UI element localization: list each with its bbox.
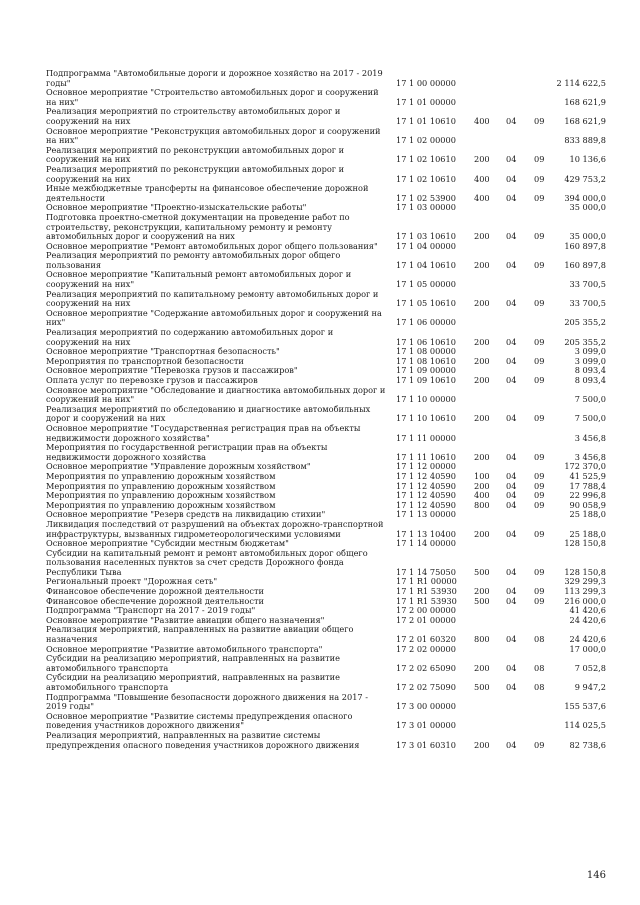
row-name: Мероприятия по транспортной безопасности <box>46 355 244 366</box>
budget-table <box>46 69 606 750</box>
row-cs-code: 17 1 09 00000 <box>396 365 456 376</box>
table-row <box>46 107 606 126</box>
row-amount: 82 738,6 <box>569 739 606 750</box>
row-rz-code: 04 <box>506 595 517 606</box>
row-vr-code: 400 <box>474 173 490 184</box>
row-vr-code: 200 <box>474 739 490 750</box>
row-amount: 35 000,0 <box>569 231 606 242</box>
row-name: Реализация мероприятий по капитальному ремонту автомобильных дорог и сооружений на них <box>46 288 379 309</box>
table-row <box>46 520 606 539</box>
row-cs-code: 17 1 04 10610 <box>396 259 456 270</box>
row-name: Основное мероприятие "Резерв средств на ликвидацию стихии" <box>46 509 326 520</box>
row-name: Региональный проект "Дорожная сеть" <box>46 576 218 587</box>
row-pr-code: 08 <box>534 682 545 692</box>
table-row <box>46 693 606 712</box>
row-vr-code: 200 <box>474 375 490 385</box>
row-vr-code: 200 <box>474 662 490 673</box>
table-row <box>46 127 606 146</box>
row-amount: 128 150,8 <box>564 538 606 549</box>
row-vr-code: 200 <box>474 451 490 462</box>
table-row <box>46 549 606 578</box>
row-name: Основное мероприятие "Управление дорожным хозяйством" <box>46 461 311 472</box>
row-name: Иные межбюджетные трансферты на финансовое обеспечение дорожной деятельности <box>46 183 369 203</box>
row-vr-code: 200 <box>474 480 490 491</box>
table-row <box>46 424 606 443</box>
row-pr-code: 09 <box>534 490 545 501</box>
row-name: Оплата услуг по перевозке грузов и пассажиров <box>46 375 258 385</box>
row-pr-code: 09 <box>534 499 545 510</box>
row-amount: 3 099,0 <box>574 346 606 357</box>
row-name: Основное мероприятие "Капитальный ремонт автомобильных дорог и сооружений на них" <box>46 269 352 290</box>
row-vr-code: 200 <box>474 154 490 165</box>
row-amount: 7 500,0 <box>574 394 606 405</box>
row-vr-code: 200 <box>474 298 490 309</box>
table-row <box>46 309 606 328</box>
row-pr-code: 09 <box>534 375 545 385</box>
row-vr-code: 200 <box>474 355 490 366</box>
row-cs-code: 17 1 06 10610 <box>396 336 456 347</box>
row-name: Основное мероприятие "Субсидии местным бюджетам" <box>46 538 289 549</box>
row-rz-code: 04 <box>506 115 517 126</box>
row-amount: 10 136,6 <box>569 154 606 165</box>
row-name: Субсидии на реализацию мероприятий, направленных на развитие автомобильного транспорта <box>46 653 340 673</box>
row-amount: 2 114 622,5 <box>556 77 606 88</box>
row-rz-code: 04 <box>506 375 517 385</box>
row-rz-code: 04 <box>506 451 517 462</box>
table-row <box>46 328 606 347</box>
row-rz-code: 04 <box>506 528 517 539</box>
row-cs-code: 17 1 05 00000 <box>396 279 456 290</box>
row-amount: 25 188,0 <box>569 509 606 520</box>
row-name: Мероприятия по управлению дорожным хозяйством <box>46 490 276 501</box>
row-amount: 41 525,9 <box>569 470 606 481</box>
row-name: Реализация мероприятий по реконструкции автомобильных дорог и сооружений на них <box>46 163 345 184</box>
row-pr-code: 09 <box>534 566 545 577</box>
row-name: Основное мероприятие "Перевозка грузов и пассажиров" <box>46 365 298 376</box>
page-number: 146 <box>586 870 606 881</box>
row-name: Реализация мероприятий по реконструкции автомобильных дорог и сооружений на них <box>46 144 345 165</box>
row-rz-code: 04 <box>506 336 517 347</box>
row-cs-code: 17 2 01 60320 <box>396 634 456 645</box>
row-amount: 90 058,9 <box>569 499 606 510</box>
row-name: Подпрограмма "Повышение безопасности дорожного движения на 2017 - 2019 годы" <box>46 691 368 712</box>
row-cs-code: 17 1 02 00000 <box>396 135 456 146</box>
row-amount: 7 052,8 <box>574 662 606 673</box>
row-name: Субсидии на реализацию мероприятий, направленных на развитие автомобильного транспорта <box>46 672 340 692</box>
row-vr-code: 200 <box>474 231 490 242</box>
row-cs-code: 17 1 13 00000 <box>396 509 456 520</box>
row-cs-code: 17 1 12 40590 <box>396 499 456 510</box>
table-row <box>46 88 606 107</box>
row-amount: 25 188,0 <box>569 528 606 539</box>
row-cs-code: 17 1 06 00000 <box>396 317 456 328</box>
row-amount: 3 099,0 <box>574 355 606 366</box>
row-cs-code: 17 3 01 00000 <box>396 720 456 731</box>
row-name: Субсидии на капитальный ремонт и ремонт автомобильных дорог общего пользования населенных пунктов за счет средств Дорожного фонда Республики Тыва <box>46 547 368 577</box>
row-amount: 7 500,0 <box>574 413 606 424</box>
row-rz-code: 04 <box>506 231 517 242</box>
row-rz-code: 04 <box>506 566 517 577</box>
row-amount: 3 456,8 <box>574 432 606 443</box>
table-row <box>46 270 606 289</box>
table-row <box>46 443 606 462</box>
row-amount: 22 996,8 <box>569 490 606 501</box>
row-name: Мероприятия по управлению дорожным хозяйством <box>46 480 276 491</box>
row-pr-code: 09 <box>534 480 545 491</box>
row-cs-code: 17 1 03 10610 <box>396 231 456 242</box>
row-name: Мероприятия по государственной регистрации прав на объекты недвижимости дорожного хозяйства <box>46 442 328 462</box>
table-row <box>46 290 606 309</box>
row-pr-code: 09 <box>534 298 545 309</box>
row-pr-code: 09 <box>534 355 545 366</box>
row-name: Финансовое обеспечение дорожной деятельности <box>46 595 264 606</box>
row-cs-code: 17 1 R1 53930 <box>396 595 457 606</box>
row-name: Подпрограмма "Автомобильные дороги и дорожное хозяйство на 2017 - 2019 годы" <box>46 68 383 88</box>
row-name: Реализация мероприятий по строительству автомобильных дорог и сооружений на них <box>46 106 341 126</box>
row-cs-code: 17 1 12 00000 <box>396 461 456 472</box>
table-row <box>46 625 606 644</box>
row-cs-code: 17 3 01 60310 <box>396 739 456 750</box>
row-amount: 33 700,5 <box>569 298 606 309</box>
row-cs-code: 17 1 05 10610 <box>396 298 456 309</box>
row-name: Реализация мероприятий по обследованию и диагностике автомобильных дорог и сооружений на них <box>46 403 371 424</box>
row-name: Основное мероприятие "Содержание автомобильных дорог и сооружений на них" <box>46 307 382 328</box>
row-amount: 41 420,6 <box>569 605 606 616</box>
row-cs-code: 17 1 03 00000 <box>396 202 456 213</box>
row-pr-code: 08 <box>534 634 545 645</box>
row-rz-code: 04 <box>506 298 517 309</box>
row-vr-code: 200 <box>474 259 490 270</box>
table-row <box>46 405 606 424</box>
row-pr-code: 09 <box>534 259 545 270</box>
row-rz-code: 04 <box>506 173 517 184</box>
row-vr-code: 200 <box>474 586 490 597</box>
row-name: Реализация мероприятий, направленных на развитие авиации общего назначения <box>46 624 354 645</box>
row-vr-code: 800 <box>474 634 490 645</box>
row-amount: 8 093,4 <box>574 375 606 385</box>
row-vr-code: 200 <box>474 336 490 347</box>
row-cs-code: 17 2 01 00000 <box>396 614 456 625</box>
row-name: Финансовое обеспечение дорожной деятельности <box>46 586 264 597</box>
row-pr-code: 09 <box>534 739 545 750</box>
row-cs-code: 17 1 14 75050 <box>396 566 456 577</box>
row-amount: 205 355,2 <box>564 336 606 347</box>
row-rz-code: 04 <box>506 682 517 692</box>
row-name: Основное мероприятие "Строительство автомобильных дорог и сооружений на них" <box>46 87 379 107</box>
row-rz-code: 04 <box>506 634 517 645</box>
row-amount: 17 788,4 <box>569 480 606 491</box>
row-cs-code: 17 1 14 00000 <box>396 538 456 549</box>
row-cs-code: 17 1 12 40590 <box>396 490 456 501</box>
row-amount: 168 621,9 <box>564 115 606 126</box>
row-vr-code: 500 <box>474 682 490 692</box>
row-cs-code: 17 1 08 10610 <box>396 355 456 366</box>
row-vr-code: 200 <box>474 528 490 539</box>
row-amount: 9 947,2 <box>574 682 606 692</box>
row-cs-code: 17 3 00 00000 <box>396 701 456 712</box>
row-pr-code: 09 <box>534 115 545 126</box>
row-vr-code: 800 <box>474 499 490 510</box>
row-name: Ликвидация последствий от разрушений на объектах дорожно-транспортной инфраструктуры, вызванных гидрометеорологическими условиями <box>46 518 384 539</box>
row-amount: 24 420,6 <box>569 634 606 645</box>
table-row <box>46 213 606 242</box>
row-amount: 24 420,6 <box>569 614 606 625</box>
row-cs-code: 17 1 13 10400 <box>396 528 456 539</box>
table-row <box>46 731 606 750</box>
row-pr-code: 09 <box>534 336 545 347</box>
table-row <box>46 146 606 165</box>
row-name: Основное мероприятие "Развитие системы предупреждения опасного поведения участников дорожного движения" <box>46 710 353 731</box>
row-pr-code: 09 <box>534 173 545 184</box>
row-amount: 216 000,0 <box>564 595 606 606</box>
row-vr-code: 500 <box>474 595 490 606</box>
table-row <box>46 69 606 88</box>
row-amount: 3 456,8 <box>574 451 606 462</box>
row-rz-code: 04 <box>506 499 517 510</box>
row-amount: 35 000,0 <box>569 202 606 213</box>
row-name: Подпрограмма "Транспорт на 2017 - 2019 годы" <box>46 605 256 616</box>
row-rz-code: 04 <box>506 480 517 491</box>
row-name: Мероприятия по управлению дорожным хозяйством <box>46 499 276 510</box>
table-row <box>46 165 606 184</box>
row-cs-code: 17 1 11 00000 <box>396 432 456 443</box>
row-amount: 128 150,8 <box>564 566 606 577</box>
row-name: Подготовка проектно-сметной документации на проведение работ по строительству, реконструкции, капитальному ремонту и ремонту автомобильных дорог и сооружений на них <box>46 211 350 242</box>
row-name: Мероприятия по управлению дорожным хозяйством <box>46 470 276 481</box>
row-rz-code: 04 <box>506 413 517 424</box>
row-name: Основное мероприятие "Обследование и диагностика автомобильных дорог и сооружений на них" <box>46 384 386 405</box>
row-amount: 160 897,8 <box>564 240 606 251</box>
row-amount: 394 000,0 <box>564 192 606 203</box>
row-vr-code: 200 <box>474 413 490 424</box>
row-cs-code: 17 1 01 00000 <box>396 96 456 107</box>
table-row <box>46 712 606 731</box>
row-rz-code: 04 <box>506 490 517 501</box>
row-pr-code: 09 <box>534 595 545 606</box>
row-pr-code: 09 <box>534 528 545 539</box>
table-row <box>46 673 606 692</box>
row-amount: 113 299,3 <box>564 586 606 597</box>
row-name: Основное мероприятие "Развитие автомобильного транспорта" <box>46 643 323 654</box>
row-pr-code: 09 <box>534 586 545 597</box>
row-cs-code: 17 2 02 00000 <box>396 643 456 654</box>
row-rz-code: 04 <box>506 355 517 366</box>
row-amount: 205 355,2 <box>564 317 606 328</box>
row-cs-code: 17 1 R1 00000 <box>396 576 457 587</box>
row-cs-code: 17 1 00 00000 <box>396 77 456 88</box>
table-row <box>46 386 606 405</box>
row-pr-code: 09 <box>534 192 545 203</box>
row-amount: 172 370,0 <box>564 461 606 472</box>
row-cs-code: 17 1 02 53900 <box>396 192 456 203</box>
row-amount: 17 000,0 <box>569 643 606 654</box>
table-row <box>46 184 606 203</box>
row-cs-code: 17 1 10 00000 <box>396 394 456 405</box>
row-rz-code: 04 <box>506 192 517 203</box>
row-amount: 33 700,5 <box>569 279 606 290</box>
row-name: Реализация мероприятий, направленных на развитие системы предупреждения опасного поведения участников дорожного движения <box>46 729 360 750</box>
row-name: Основное мероприятие "Реконструкция автомобильных дорог и сооружений на них" <box>46 125 381 146</box>
row-amount: 429 753,2 <box>564 173 606 184</box>
row-cs-code: 17 1 01 10610 <box>396 115 456 126</box>
row-cs-code: 17 1 09 10610 <box>396 375 456 385</box>
row-rz-code: 04 <box>506 586 517 597</box>
row-name: Основное мероприятие "Ремонт автомобильных дорог общего пользования" <box>46 240 378 251</box>
row-vr-code: 400 <box>474 115 490 126</box>
row-cs-code: 17 2 02 65090 <box>396 662 456 673</box>
row-rz-code: 04 <box>506 470 517 481</box>
row-amount: 168 621,9 <box>564 96 606 107</box>
row-name: Основное мероприятие "Государственная регистрация прав на объекты недвижимости дорожного хозяйства" <box>46 422 361 443</box>
row-vr-code: 500 <box>474 566 490 577</box>
row-cs-code: 17 1 10 10610 <box>396 413 456 424</box>
row-cs-code: 17 1 R1 53930 <box>396 586 457 597</box>
row-pr-code: 09 <box>534 451 545 462</box>
row-amount: 160 897,8 <box>564 259 606 270</box>
row-cs-code: 17 1 04 00000 <box>396 240 456 251</box>
row-vr-code: 100 <box>474 470 490 481</box>
row-name: Основное мероприятие "Проектно-изыскательские работы" <box>46 202 307 213</box>
row-rz-code: 04 <box>506 739 517 750</box>
row-cs-code: 17 1 02 10610 <box>396 154 456 165</box>
row-rz-code: 04 <box>506 259 517 270</box>
row-name: Реализация мероприятий по содержанию автомобильных дорог и сооружений на них <box>46 327 334 347</box>
row-vr-code: 400 <box>474 192 490 203</box>
row-cs-code: 17 1 11 10610 <box>396 451 456 462</box>
row-amount: 833 889,8 <box>564 135 606 146</box>
row-amount: 155 537,6 <box>564 701 606 712</box>
row-cs-code: 17 2 00 00000 <box>396 605 456 616</box>
row-pr-code: 09 <box>534 413 545 424</box>
row-vr-code: 400 <box>474 490 490 501</box>
table-row <box>46 654 606 673</box>
row-rz-code: 04 <box>506 154 517 165</box>
row-rz-code: 04 <box>506 662 517 673</box>
row-cs-code: 17 1 08 00000 <box>396 346 456 357</box>
row-amount: 8 093,4 <box>574 365 606 376</box>
row-cs-code: 17 2 02 75090 <box>396 682 456 692</box>
row-cs-code: 17 1 02 10610 <box>396 173 456 184</box>
row-pr-code: 08 <box>534 662 545 673</box>
row-amount: 114 025,5 <box>564 720 606 731</box>
row-pr-code: 09 <box>534 231 545 242</box>
row-cs-code: 17 1 12 40590 <box>396 480 456 491</box>
row-name: Реализация мероприятий по ремонту автомобильных дорог общего пользования <box>46 250 341 270</box>
row-name: Основное мероприятие "Транспортная безопасность" <box>46 346 280 357</box>
table-row <box>46 251 606 270</box>
row-cs-code: 17 1 12 40590 <box>396 470 456 481</box>
row-pr-code: 09 <box>534 470 545 481</box>
row-amount: 329 299,3 <box>564 576 606 587</box>
row-pr-code: 09 <box>534 154 545 165</box>
row-name: Основное мероприятие "Развитие авиации общего назначения" <box>46 614 325 625</box>
